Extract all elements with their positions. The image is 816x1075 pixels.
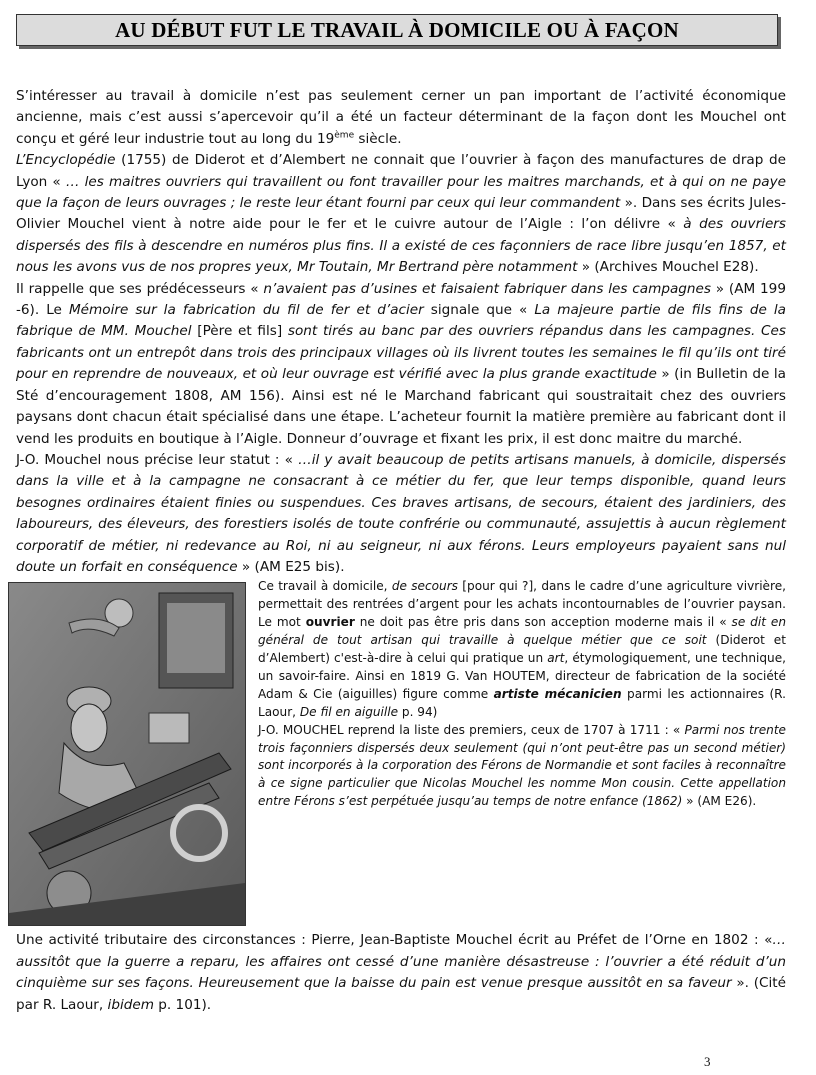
title-banner xyxy=(16,14,778,46)
paragraph-circonstances: Une activité tributaire des circonstances : Pierre, Jean-Baptiste Mouchel écrit au Préfet de l’Orne en 1802 : «… aussitôt que la guerre a reparu, les affaires ont cessé d’une manière désastreuse : l’ouvrier a été réduit d’un cinquième sur ses façons. Heureusement que la baisse du pain est venue presque aussitôt en sa faveur ». (Cité par R. Laour, ibidem p. 101). xyxy=(16,932,787,1013)
page-number: 3 xyxy=(704,1054,711,1069)
page-title: AU DÉBUT FUT LE TRAVAIL À DOMICILE OU À FAÇON xyxy=(115,17,679,42)
paragraph-predecessors: Il rappelle que ses prédécesseurs « n’avaient pas d’usines et faisaient fabriquer dans les campagnes » (AM 199 -6). Le Mémoire sur la fabrication du fil de fer et d’acier signale que « La majeure partie de fils fins de la fabrique de MM. Mouchel [Père et fils] sont tirés au banc par des ouvriers répandus dans les campagnes. Ces fabricants ont un entrepôt dans trois des principaux villages où ils livrent toutes les semaines le fil qu’ils ont tiré pour en reprendre de nouveaux, et où leur ouvrage est vérifié avec la plus grande exactitude » (in Bulletin de la Sté d’encouragement 1808, AM 156). Ainsi est né le Marchand fabricant qui soustraitait chez des ouvriers paysans dont chacun était spécialisé dans une étape. L’acheteur fournit la matière première au fabricant dont il vend les produits en boutique à l’Aigle. Donneur d’ouvrage et fixant les prix, il est donc maitre du marché. xyxy=(16,280,786,447)
paragraph-ouvrier: Ce travail à domicile, de secours [pour qui ?], dans le cadre d’une agriculture vivrière, permettait des rentrées d’argent pour les achats incontournables de l’ouvrier paysan. Le mot ouvrier ne doit pas être pris dans son acception moderne mais il « se dit en général de tout artisan qui travaille à quelque métier que ce soit (Diderot et d’Alembert) c'est-à-dire à celui qui pratique un art, étymologiquement, une technique, un savoir-faire. Ainsi en 1819 G. Van HOUTEM, directeur de fabrication de la société Adam & Cie (aiguilles) figure comme artiste mécanicien parmi les actionnaires (R. Laour, De fil en aiguille p. 94) xyxy=(258,579,786,719)
wire-drawer-engraving xyxy=(8,582,246,926)
paragraph-faconniers: J-O. MOUCHEL reprend la liste des premiers, ceux de 1707 à 1711 : « Parmi nos trente trois façonniers dispersés deux seulement (qui n’ont peut-être pas un second métier) sont incorporés à la corporation des Férons de Normandie et sont faciles à reconnaître à ce signe particulier que Nicolas Mouchel les nomme Mon cousin. Cette appellation entre Férons s’est perpétuée jusqu’au temps de notre enfance (1862) » (AM E26). xyxy=(258,722,787,809)
paragraph-encyclopedie: L’Encyclopédie (1755) de Diderot et d’Alembert ne connait que l’ouvrier à façon des manufactures de drap de Lyon « … les maitres ouvriers qui travaillent ou font travailler pour les maitres marchands, et à qui on ne paye que la façon de leurs ouvrages ; le reste leur étant fourni par ceux qui leur commandent ». Dans ses écrits Jules-Olivier Mouchel vient à notre aide pour le fer et le cuivre autour de l’Aigle : l’on délivre « à des ouvriers dispersés des fils à descendre en numéros plus fins. Il a existé de ces façonniers de race libre jusqu’en 1857, et nous les avons vus de nos propres yeux, Mr Toutain, Mr Bertrand père notamment » (Archives Mouchel E28). xyxy=(16,152,787,276)
paragraph-statut: J-O. Mouchel nous précise leur statut : « …il y avait beaucoup de petits artisans manuels, à domicile, dispersés dans la ville et à la campagne ne consacrant à ce métier du fer, que leur temps disponible, quand leurs besognes ordinaires étaient finies ou suspendues. Ces braves artisans, de secours, étaient des jardiniers, des laboureurs, des éleveurs, des forestiers isolés de toute confrérie ou communauté, assujettis à aucun règlement corporatif de métier, ni redevance au Roi, ni au seigneur, ni aux férons. Leurs employeurs payaient sans nul doute un forfait en conséquence » (AM E25 bis). xyxy=(16,451,787,575)
paragraph-intro: S’intéresser au travail à domicile n’est pas seulement cerner un pan important de l’activité économique ancienne, mais c’est aussi s’apercevoir qu’il a été un facteur déterminant de la façon dont les Mouchel ont conçu et géré leur industrie tout au long du 19ème siècle. xyxy=(16,88,786,147)
article-body xyxy=(16,86,786,1016)
